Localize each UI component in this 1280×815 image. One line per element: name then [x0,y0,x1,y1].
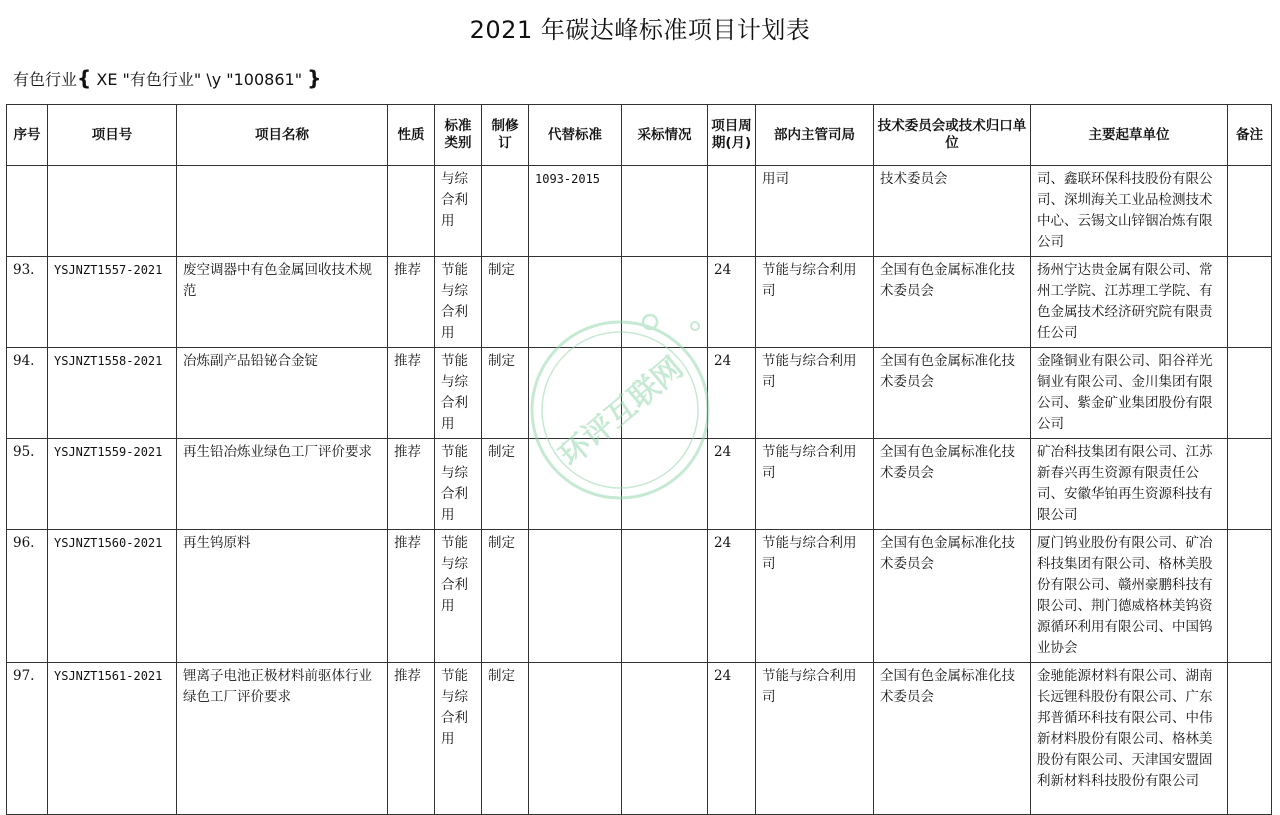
cell-dept: 节能与综合利用司 [756,439,874,530]
cell-no [7,166,48,257]
cell-project-id: YSJNZT1560-2021 [48,530,177,663]
cell-category: 节能与综合利用 [435,530,482,663]
cell-period: 24 [708,348,756,439]
cell-dept: 节能与综合利用司 [756,257,874,348]
cell-project-id: YSJNZT1558-2021 [48,348,177,439]
cell-no: 95. [7,439,48,530]
cell-project-name [177,166,388,257]
cell-nature: 推荐 [388,530,435,663]
table-row [7,348,1272,439]
cell-adoption [622,663,708,815]
cell-period: 24 [708,663,756,815]
cell-project-name: 冶炼副产品铅铋合金锭 [177,348,388,439]
cell-drafters: 司、鑫联环保科技股份有限公司、深圳海关工业品检测技术中心、云锡文山锌铟冶炼有限公司 [1031,166,1228,257]
cell-category: 与综合利用 [435,166,482,257]
cell-adoption [622,439,708,530]
cell-dept: 节能与综合利用司 [756,348,874,439]
cell-committee: 全国有色金属标准化技术委员会 [874,439,1031,530]
cell-adoption [622,348,708,439]
cell-committee: 技术委员会 [874,166,1031,257]
cell-revision: 制定 [482,257,529,348]
cell-adoption [622,257,708,348]
cell-drafters: 金隆铜业有限公司、阳谷祥光铜业有限公司、金川集团有限公司、紫金矿业集团股份有限公司 [1031,348,1228,439]
table-row [7,257,1272,348]
header-cell: 备注 [1228,105,1272,166]
header-cell: 主要起草单位 [1031,105,1228,166]
cell-no: 97. [7,663,48,815]
cell-revision: 制定 [482,663,529,815]
field-code-text: XE "有色行业" \y "100861" [91,70,308,89]
cell-project-id: YSJNZT1557-2021 [48,257,177,348]
cell-adoption [622,530,708,663]
cell-period [708,166,756,257]
cell-note [1228,439,1272,530]
cell-category: 节能与综合利用 [435,663,482,815]
cell-nature: 推荐 [388,257,435,348]
cell-drafters: 矿冶科技集团有限公司、江苏新春兴再生资源有限责任公司、安徽华铂再生资源科技有限公司 [1031,439,1228,530]
header-cell: 项目周期(月) [708,105,756,166]
cell-category: 节能与综合利用 [435,257,482,348]
header-cell: 项目号 [48,105,177,166]
cell-adoption [622,166,708,257]
cell-replace: 1093-2015 [529,166,622,257]
cell-dept: 节能与综合利用司 [756,530,874,663]
cell-no: 96. [7,530,48,663]
cell-dept: 用司 [756,166,874,257]
watermark-text: 环评互联网 [552,350,691,474]
cell-committee: 全国有色金属标准化技术委员会 [874,348,1031,439]
cell-committee: 全国有色金属标准化技术委员会 [874,530,1031,663]
header-cell: 序号 [7,105,48,166]
cell-committee: 全国有色金属标准化技术委员会 [874,663,1031,815]
cell-replace [529,348,622,439]
table-row [7,663,1272,815]
cell-note [1228,257,1272,348]
industry-field-line [13,66,321,90]
table-row [7,166,1272,257]
cell-drafters: 扬州宁达贵金属有限公司、常州工学院、江苏理工学院、有色金属技术经济研究院有限责任公司 [1031,257,1228,348]
cell-project-name: 再生钨原料 [177,530,388,663]
cell-nature: 推荐 [388,663,435,815]
header-cell: 代替标准 [529,105,622,166]
cell-note [1228,663,1272,815]
cell-drafters: 厦门钨业股份有限公司、矿冶科技集团有限公司、格林美股份有限公司、赣州豪鹏科技有限公司、荆门德威格林美钨资源循环利用有限公司、中国钨业协会 [1031,530,1228,663]
cell-note [1228,348,1272,439]
cell-revision: 制定 [482,348,529,439]
cell-replace [529,439,622,530]
cell-replace [529,257,622,348]
cell-period: 24 [708,257,756,348]
cell-revision: 制定 [482,530,529,663]
table-row [7,530,1272,663]
field-open-brace: { [77,66,92,90]
header-cell: 性质 [388,105,435,166]
cell-note [1228,166,1272,257]
cell-project-id: YSJNZT1559-2021 [48,439,177,530]
cell-no: 94. [7,348,48,439]
cell-revision: 制定 [482,439,529,530]
header-cell: 项目名称 [177,105,388,166]
field-close-brace: } [307,66,322,90]
cell-category: 节能与综合利用 [435,348,482,439]
header-cell: 部内主管司局 [756,105,874,166]
header-cell: 技术委员会或技术归口单位 [874,105,1031,166]
header-cell: 制修订 [482,105,529,166]
header-cell: 采标情况 [622,105,708,166]
cell-category: 节能与综合利用 [435,439,482,530]
table-header-row [7,105,1272,166]
cell-project-name: 废空调器中有色金属回收技术规范 [177,257,388,348]
cell-dept: 节能与综合利用司 [756,663,874,815]
header-cell: 标准类别 [435,105,482,166]
cell-note [1228,530,1272,663]
cell-committee: 全国有色金属标准化技术委员会 [874,257,1031,348]
cell-revision [482,166,529,257]
cell-drafters: 金驰能源材料有限公司、湖南长远锂科股份有限公司、广东邦普循环科技有限公司、中伟新材料股份有限公司、格林美股份有限公司、天津国安盟固利新材料科技股份有限公司 [1031,663,1228,815]
standards-plan-table [6,104,1272,815]
cell-project-id: YSJNZT1561-2021 [48,663,177,815]
cell-project-name: 锂离子电池正极材料前驱体行业绿色工厂评价要求 [177,663,388,815]
cell-nature [388,166,435,257]
industry-label: 有色行业 [13,70,78,89]
cell-project-name: 再生铅冶炼业绿色工厂评价要求 [177,439,388,530]
cell-no: 93. [7,257,48,348]
cell-nature: 推荐 [388,348,435,439]
cell-period: 24 [708,439,756,530]
cell-project-id [48,166,177,257]
table-row [7,439,1272,530]
cell-nature: 推荐 [388,439,435,530]
page-title: 2021 年碳达峰标准项目计划表 [469,16,811,44]
cell-replace [529,530,622,663]
cell-replace [529,663,622,815]
cell-period: 24 [708,530,756,663]
